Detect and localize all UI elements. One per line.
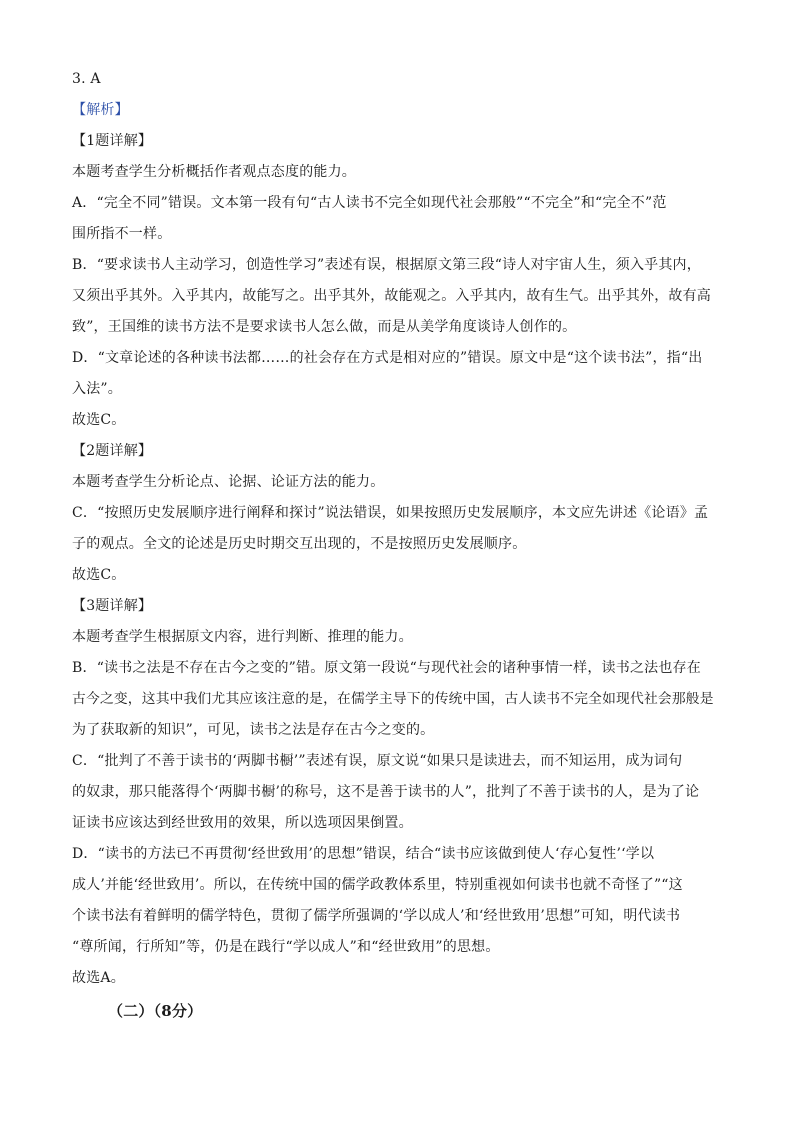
q3-option-c-line-2: 的奴隶，那只能落得个‘两脚书橱’的称号，这不是善于读书的人”，批判了不善于读书的人，是为了论 [72, 784, 700, 800]
document-page [72, 64, 722, 1027]
answer-3: 3. A [72, 71, 101, 87]
q2-intro: 本题考查学生分析论点、论据、论证方法的能力。 [72, 474, 385, 490]
q3-option-c-line-1: C．“批判了不善于读书的‘两脚书橱’”表述有误，原文说“如果只是读进去，而不知运用，成为词句 [72, 753, 683, 769]
q1-option-a-line-2: 围所指不一样。 [72, 226, 172, 242]
q1-conclusion: 故选C。 [72, 412, 126, 428]
q3-conclusion: 故选A。 [72, 970, 125, 986]
q2-header: 【2题详解】 [72, 443, 153, 459]
q1-option-b-line-1: B．“要求读书人主动学习，创造性学习”表述有误，根据原文第三段“诗人对宇宙人生，须入乎其内， [72, 257, 701, 273]
q3-header: 【3题详解】 [72, 598, 153, 614]
q1-option-d-line-1: D．“文章论述的各种读书法都……的社会存在方式是相对应的”错误。原文中是“这个读书法”，指“出 [72, 350, 703, 366]
q1-option-a-line-1: A．“完全不同”错误。文本第一段有句“古人读书不完全如现代社会那般”“不完全”和“完全不”范 [72, 195, 667, 211]
q3-option-b-line-2: 古今之变，这其中我们尤其应该注意的是，在儒学主导下的传统中国，古人读书不完全如现代社会那般是 [72, 691, 714, 707]
q3-option-b-line-1: B．“读书之法是不存在古今之变的”错。原文第一段说“与现代社会的诸种事情一样，读书之法也存在 [72, 660, 701, 676]
q3-option-c-line-3: 证读书应该达到经世致用的效果，所以选项因果倒置。 [72, 815, 413, 831]
q1-header: 【1题详解】 [72, 133, 153, 149]
q1-intro: 本题考查学生分析概括作者观点态度的能力。 [72, 164, 356, 180]
q2-option-c-line-2: 子的观点。全文的论述是历史时期交互出现的，不是按照历史发展顺序。 [72, 536, 527, 552]
q3-option-d-line-1: D．“读书的方法已不再贯彻‘经世致用’的思想”错误，结合“读书应该做到使人‘存心复性’‘学以 [72, 846, 655, 862]
q3-option-b-line-3: 为了获取新的知识”，可见，读书之法是存在古今之变的。 [72, 722, 435, 738]
q3-option-d-line-3: 个读书法有着鲜明的儒学特色，贯彻了儒学所强调的‘学以成人’和‘经世致用’思想”可知，明代读书 [72, 908, 681, 924]
q1-option-b-line-3: 致”，王国维的读书方法不是要求读书人怎么做，而是从美学角度谈诗人创作的。 [72, 319, 577, 335]
q3-option-d-line-2: 成人’并能‘经世致用’。所以，在传统中国的儒学政教体系里，特别重视如何读书也就不奇怪了”“这 [72, 877, 683, 893]
q1-option-b-line-2: 又须出乎其外。入乎其内，故能写之。出乎其外，故能观之。入乎其内，故有生气。出乎其外，故有高 [72, 288, 711, 304]
q3-option-d-line-4: “尊所闻，行所知”等，仍是在践行“学以成人”和“经世致用”的思想。 [72, 939, 500, 955]
q3-intro: 本题考查学生根据原文内容，进行判断、推理的能力。 [72, 629, 413, 645]
analysis-label: 【解析】 [72, 102, 129, 118]
section-2-heading: （二）（8分） [108, 1002, 203, 1020]
q2-conclusion: 故选C。 [72, 567, 126, 583]
q2-option-c-line-1: C．“按照历史发展顺序进行阐释和探讨”说法错误，如果按照历史发展顺序，本文应先讲述《论语》孟 [72, 505, 709, 521]
q1-option-d-line-2: 入法”。 [72, 381, 122, 397]
